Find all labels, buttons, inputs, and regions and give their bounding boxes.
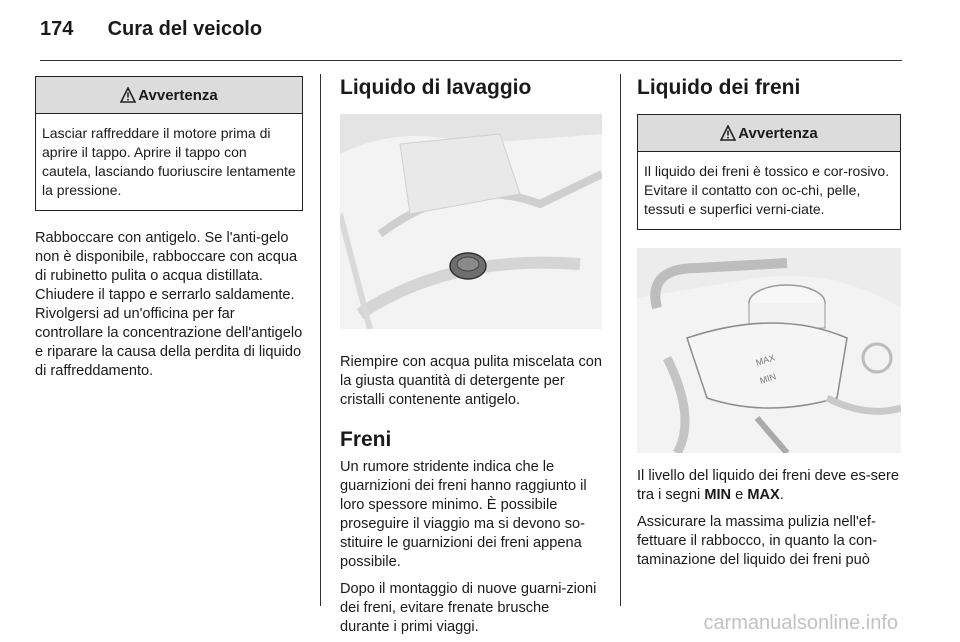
brakes-paragraph-2: Dopo il montaggio di nuove guarni-zioni dei freni, evitare frenate brusche durante i primi viaggi. <box>340 581 597 635</box>
text-fragment: Il livello del liquido dei freni deve es-sere tra i segni <box>637 468 900 503</box>
svg-text:MAX: MAX <box>754 352 777 368</box>
coolant-paragraph: Rabboccare con antigelo. Se l'anti-gelo non è disponibile, rabboccare con acqua di rubinetto pulita o acqua distillata. Chiudere il tappo e serrarlo saldamente. Rivolgersi ad un'officina per far controllare la concentrazione dell'antigelo e riparare la causa della perdita di liquido di raffreddamento. <box>35 230 303 379</box>
brake-fluid-paragraph-1 <box>637 467 901 505</box>
text-fragment: . <box>779 487 784 503</box>
warning-box <box>35 76 303 211</box>
column-divider <box>620 74 621 606</box>
brake-fluid-paragraph-2: Assicurare la massima pulizia nell'ef-fettuare il rabbocco, in quanto la con-taminazione del liquido dei freni può <box>637 514 878 568</box>
text-fragment: e <box>731 487 748 503</box>
header-rule <box>40 60 902 61</box>
warning-box <box>637 114 901 230</box>
warning-header <box>36 77 302 114</box>
watermark: carmanualsonline.info <box>703 612 898 634</box>
warning-text: Lasciar raffreddare il motore prima di aprire il tappo. Aprire il tappo con cautela, lasciando fuoriuscire lentamente la pressione. <box>42 125 296 198</box>
warning-triangle-icon <box>120 87 136 103</box>
column-2 <box>340 76 602 637</box>
column-1 <box>35 76 303 381</box>
washer-reservoir-illustration <box>340 114 602 329</box>
warning-triangle-icon <box>720 125 736 141</box>
heading-brakes: Freni <box>340 428 392 451</box>
warning-text: Il liquido dei freni è tossico e cor-rosivo. Evitare il contatto con oc-chi, pelle, tessuti e superfici verni-ciate. <box>644 163 890 217</box>
svg-text:MIN: MIN <box>758 371 778 386</box>
washer-paragraph: Riempire con acqua pulita miscelata con la giusta quantità di detergente per cristalli contenente antigelo. <box>340 354 603 408</box>
warning-header <box>638 115 900 152</box>
brake-fluid-reservoir-illustration <box>637 248 901 453</box>
section-title: Cura del veicolo <box>107 18 263 40</box>
page-header <box>40 18 262 41</box>
column-3 <box>637 76 901 570</box>
max-mark-label: MAX <box>747 487 780 503</box>
heading-washer-fluid: Liquido di lavaggio <box>340 76 532 99</box>
warning-title: Avvertenza <box>138 86 218 104</box>
column-divider <box>320 74 321 606</box>
brakes-paragraph-1: Un rumore stridente indica che le guarnizioni dei freni hanno raggiunto il loro spessore minimo. È possibile proseguire il viaggio ma si devono so-stituire le guarnizioni dei freni appena possibile. <box>340 459 587 570</box>
page-number: 174 <box>40 18 74 40</box>
min-mark-label: MIN <box>704 487 732 503</box>
warning-title: Avvertenza <box>738 124 818 142</box>
heading-brake-fluid: Liquido dei freni <box>637 76 801 99</box>
